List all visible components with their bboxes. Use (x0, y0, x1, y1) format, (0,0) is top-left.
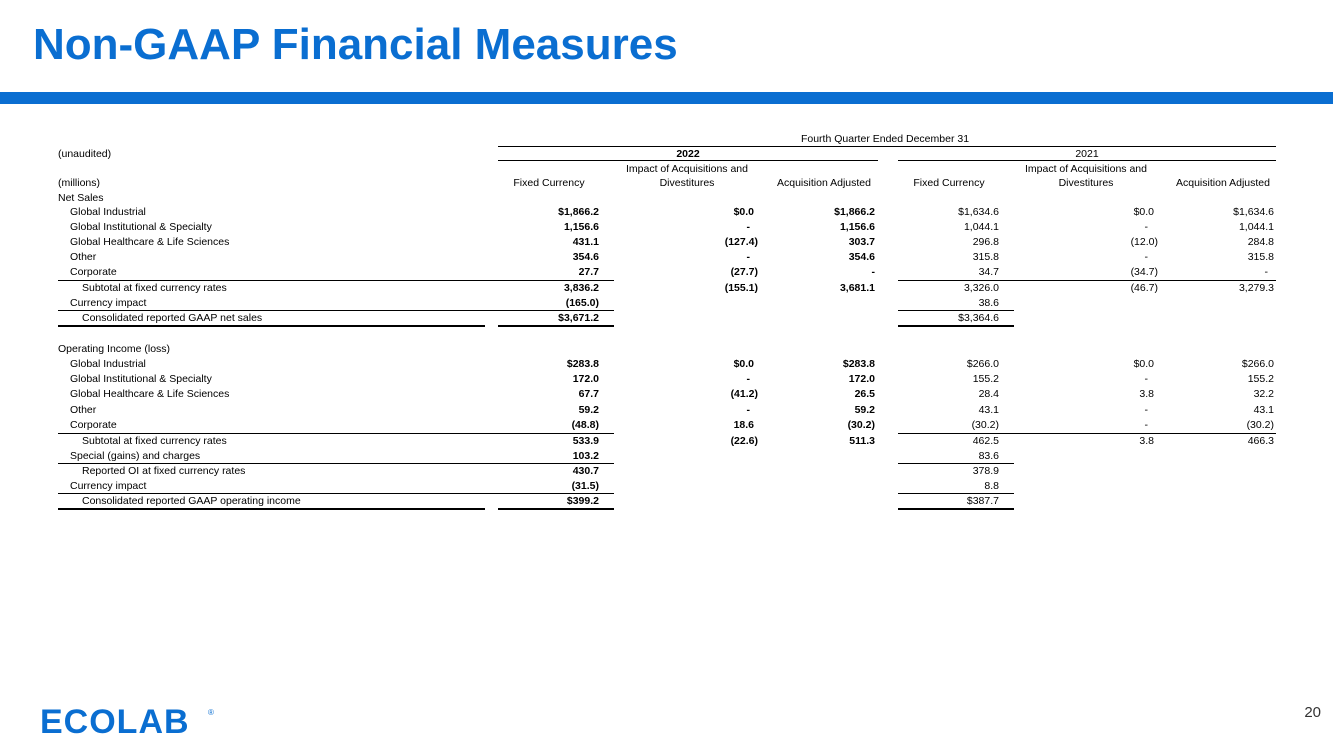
year-2021-header: 2021 (1075, 148, 1099, 160)
cell-2021-fixed: 296.8 (972, 236, 999, 248)
cell-2021-impact: - (1144, 419, 1148, 431)
cell-2021-impact: - (1144, 404, 1148, 416)
row-label: Other (70, 404, 97, 416)
cell-2022-impact: - (746, 251, 750, 263)
cell-2021-fixed: 378.9 (972, 465, 999, 477)
cell-2021-adjusted: 466.3 (1247, 435, 1274, 447)
cell-2021-impact: $0.0 (1133, 206, 1154, 218)
cell-2022-fixed: 103.2 (572, 450, 599, 462)
logo-text: ECOLAB (40, 703, 190, 739)
year-2022-rule (498, 160, 878, 161)
cell-2021-adjusted: 1,044.1 (1238, 221, 1274, 233)
cell-2021-adjusted: 43.1 (1253, 404, 1274, 416)
row-label: Consolidated reported GAAP net sales (82, 312, 263, 324)
cell-2022-adjusted: 59.2 (854, 404, 875, 416)
cell-2022-fixed: 59.2 (578, 404, 599, 416)
net-sales-double-rule-b (498, 325, 614, 327)
cell-2022-fixed: $3,671.2 (558, 312, 599, 324)
row-label: Global Institutional & Specialty (70, 221, 212, 233)
cell-2022-adjusted: 26.5 (854, 388, 875, 400)
net-sales-double-rule-a (58, 325, 485, 327)
col-fixed-2022: Fixed Currency (513, 177, 585, 189)
row-label: Subtotal at fixed currency rates (82, 282, 227, 294)
cell-2021-fixed: 8.8 (984, 480, 999, 492)
cell-2021-fixed: 3,326.0 (963, 282, 999, 294)
cell-2021-impact: (46.7) (1130, 282, 1158, 294)
cell-2021-adjusted: 284.8 (1247, 236, 1274, 248)
row-label: Reported OI at fixed currency rates (82, 465, 246, 477)
net-sales-double-rule-c (898, 325, 1014, 327)
col-adjusted-2022: Acquisition Adjusted (777, 177, 871, 189)
cell-2021-impact: - (1144, 373, 1148, 385)
year-2022-header: 2022 (676, 148, 700, 160)
cell-2021-impact: (34.7) (1130, 266, 1158, 278)
cell-2022-impact: $0.0 (733, 206, 754, 218)
cell-2022-impact: - (746, 221, 750, 233)
net-sales-heading: Net Sales (58, 192, 104, 204)
cell-2022-fixed: 430.7 (572, 465, 599, 477)
cell-2022-adjusted: 172.0 (848, 373, 875, 385)
cell-2022-fixed: 533.9 (572, 435, 599, 447)
cell-2021-fixed: 1,044.1 (963, 221, 999, 233)
row-label: Global Healthcare & Life Sciences (70, 236, 230, 248)
cell-2021-fixed: 315.8 (972, 251, 999, 263)
cell-2021-adjusted: $266.0 (1241, 358, 1274, 370)
cell-2022-impact: (41.2) (730, 388, 758, 400)
cell-2022-fixed: 27.7 (578, 266, 599, 278)
row-label: Currency impact (70, 480, 147, 492)
cell-2021-fixed: 155.2 (972, 373, 999, 385)
cell-2022-adjusted: $1,866.2 (834, 206, 875, 218)
cell-2022-fixed: 172.0 (572, 373, 599, 385)
col-adjusted-2021: Acquisition Adjusted (1176, 177, 1270, 189)
row-label: Subtotal at fixed currency rates (82, 435, 227, 447)
row-label: Global Healthcare & Life Sciences (70, 388, 230, 400)
cell-2022-impact: $0.0 (733, 358, 754, 370)
col-impact-2022-line2: Divestitures (659, 177, 715, 189)
cell-2021-impact: - (1144, 251, 1148, 263)
ecolab-logo (40, 703, 220, 739)
row-label: Corporate (70, 266, 117, 278)
cell-2021-impact: (12.0) (1130, 236, 1158, 248)
cell-2021-adjusted: (30.2) (1246, 419, 1274, 431)
cell-2022-adjusted: 1,156.6 (839, 221, 875, 233)
cell-2021-fixed: 38.6 (978, 297, 999, 309)
cell-2022-fixed: 354.6 (572, 251, 599, 263)
row-label: Global Industrial (70, 358, 146, 370)
cell-2022-adjusted: - (871, 266, 875, 278)
row-label: Currency impact (70, 297, 147, 309)
cell-2022-impact: (155.1) (724, 282, 758, 294)
cell-2021-fixed: $1,634.6 (958, 206, 999, 218)
cell-2021-fixed: (30.2) (971, 419, 999, 431)
col-fixed-2021: Fixed Currency (913, 177, 985, 189)
unaudited-label: (unaudited) (58, 148, 112, 160)
cell-2021-fixed: 28.4 (978, 388, 999, 400)
cell-2022-impact: - (746, 373, 750, 385)
year-2021-rule (898, 160, 1276, 161)
cell-2022-adjusted: 3,681.1 (839, 282, 875, 294)
page-number: 20 (1304, 704, 1321, 721)
row-label: Global Institutional & Specialty (70, 373, 212, 385)
cell-2022-adjusted: (30.2) (847, 419, 875, 431)
cell-2021-impact: $0.0 (1133, 358, 1154, 370)
cell-2021-adjusted: 155.2 (1247, 373, 1274, 385)
period-header: Fourth Quarter Ended December 31 (800, 133, 970, 145)
cell-2021-fixed: 43.1 (978, 404, 999, 416)
row-label: Global Industrial (70, 206, 146, 218)
cell-2022-fixed: 3,836.2 (563, 282, 599, 294)
cell-2022-impact: 18.6 (733, 419, 754, 431)
cell-2022-fixed: (31.5) (571, 480, 599, 492)
cell-2021-fixed: 462.5 (972, 435, 999, 447)
cell-2022-fixed: (48.8) (571, 419, 599, 431)
cell-2021-fixed: 34.7 (978, 266, 999, 278)
cell-2021-impact: - (1144, 221, 1148, 233)
registered-mark-icon: ® (208, 708, 214, 717)
cell-2021-impact: 3.8 (1139, 388, 1154, 400)
cell-2021-adjusted: 32.2 (1253, 388, 1274, 400)
row-label: Consolidated reported GAAP operating income (82, 495, 301, 507)
row-label: Special (gains) and charges (70, 450, 201, 462)
cell-2022-fixed: 67.7 (578, 388, 599, 400)
cell-2022-adjusted: 354.6 (848, 251, 875, 263)
cell-2022-fixed: 431.1 (572, 236, 599, 248)
page-title: Non-GAAP Financial Measures (33, 20, 678, 69)
millions-label: (millions) (58, 177, 100, 189)
row-label: Corporate (70, 419, 117, 431)
cell-2021-adjusted: 315.8 (1247, 251, 1274, 263)
col-impact-2021-line1: Impact of Acquisitions and (1025, 163, 1147, 175)
cell-2021-adjusted: - (1264, 266, 1268, 278)
cell-2021-impact: 3.8 (1139, 435, 1154, 447)
cell-2022-impact: (127.4) (724, 236, 758, 248)
cell-2022-adjusted: 511.3 (849, 435, 875, 447)
cell-2022-impact: (27.7) (730, 266, 758, 278)
cell-2021-fixed: $266.0 (966, 358, 999, 370)
cell-2021-adjusted: $1,634.6 (1233, 206, 1274, 218)
cell-2021-fixed: $3,364.6 (958, 312, 999, 324)
cell-2022-impact: - (746, 404, 750, 416)
cell-2022-fixed: $1,866.2 (558, 206, 599, 218)
cell-2022-impact: (22.6) (730, 435, 758, 447)
operating-income-heading: Operating Income (loss) (58, 343, 171, 355)
col-impact-2021-line2: Divestitures (1058, 177, 1114, 189)
cell-2022-fixed: (165.0) (565, 297, 599, 309)
op-income-double-rule-a (58, 508, 485, 510)
op-income-double-rule-b (498, 508, 614, 510)
cell-2021-adjusted: 3,279.3 (1238, 282, 1274, 294)
cell-2022-fixed: 1,156.6 (563, 221, 599, 233)
cell-2022-fixed: $283.8 (566, 358, 599, 370)
cell-2021-fixed: 83.6 (978, 450, 999, 462)
cell-2022-adjusted: 303.7 (848, 236, 875, 248)
col-impact-2022-line1: Impact of Acquisitions and (626, 163, 748, 175)
row-label: Other (70, 251, 97, 263)
cell-2022-adjusted: $283.8 (842, 358, 875, 370)
cell-2022-fixed: $399.2 (566, 495, 599, 507)
cell-2021-fixed: $387.7 (966, 495, 999, 507)
op-income-double-rule-c (898, 508, 1014, 510)
